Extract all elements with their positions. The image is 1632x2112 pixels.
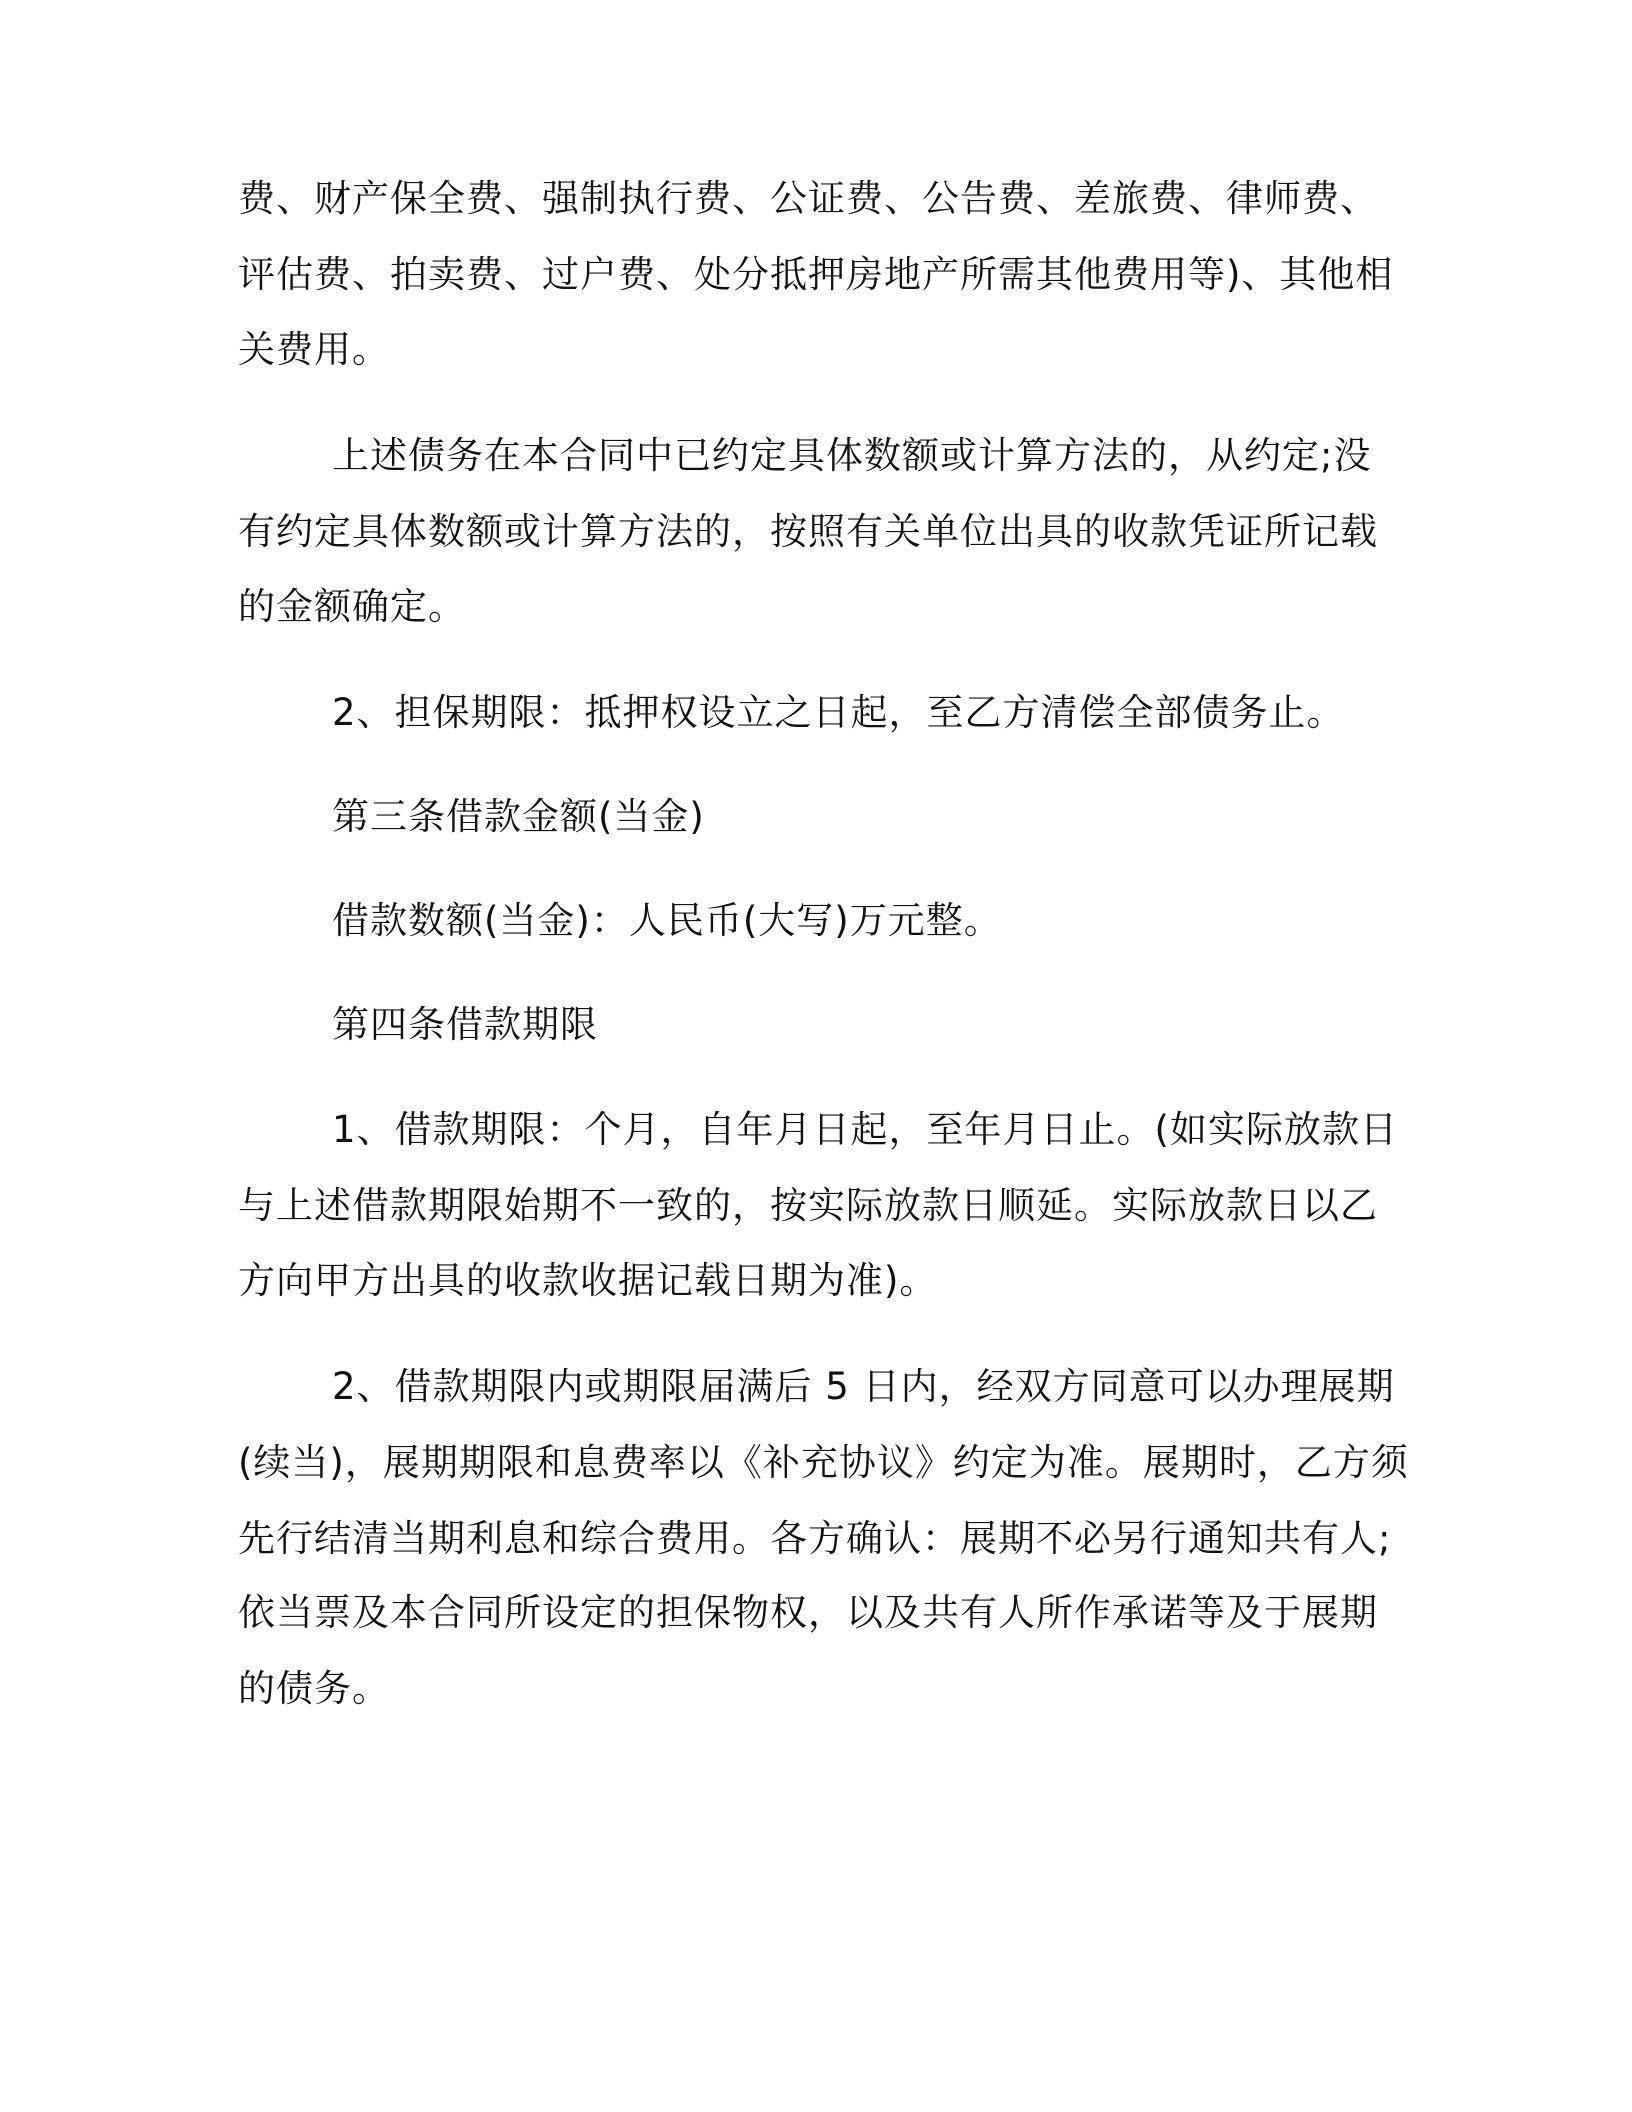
paragraph-2-line-2: 有约定具体数额或计算方法的，按照有关单位出具的收款凭证所记载 xyxy=(238,510,1378,553)
paragraph-8-line-3: 先行结清当期利息和综合费用。各方确认：展期不必另行通知共有人; xyxy=(238,1517,1392,1560)
paragraph-8-line-5: 的债务。 xyxy=(238,1667,390,1710)
paragraph-7-line-1: 1、借款期限：个月，自年月日起，至年月日止。(如实际放款日 xyxy=(332,1108,1398,1151)
paragraph-8-line-2: (续当)，展期期限和息费率以《补充协议》约定为准。展期时，乙方须 xyxy=(238,1441,1409,1484)
paragraph-2-line-3: 的金额确定。 xyxy=(238,585,466,628)
loan-amount-clause: 借款数额(当金)：人民币(大写)万元整。 xyxy=(332,899,1002,942)
paragraph-2-line-1: 上述债务在本合同中已约定具体数额或计算方法的，从约定;没 xyxy=(332,434,1372,477)
paragraph-7-line-3: 方向甲方出具的收款收据记载日期为准)。 xyxy=(238,1259,938,1302)
paragraph-8-line-1: 2、借款期限内或期限届满后 5 日内，经双方同意可以办理展期 xyxy=(332,1365,1395,1408)
paragraph-1-line-3: 关费用。 xyxy=(238,328,390,371)
guarantee-term-clause: 2、担保期限：抵押权设立之日起，至乙方清偿全部债务止。 xyxy=(332,691,1345,734)
article-3-heading: 第三条借款金额(当金) xyxy=(332,795,705,838)
paragraph-8-line-4: 依当票及本合同所设定的担保物权，以及共有人所作承诺等及于展期 xyxy=(238,1591,1378,1634)
paragraph-1-line-1: 费、财产保全费、强制执行费、公证费、公告费、差旅费、律师费、 xyxy=(238,177,1378,220)
article-4-heading: 第四条借款期限 xyxy=(332,1003,598,1046)
paragraph-7-line-2: 与上述借款期限始期不一致的，按实际放款日顺延。实际放款日以乙 xyxy=(238,1184,1378,1227)
paragraph-1-line-2: 评估费、拍卖费、过户费、处分抵押房地产所需其他费用等)、其他相 xyxy=(238,253,1394,296)
